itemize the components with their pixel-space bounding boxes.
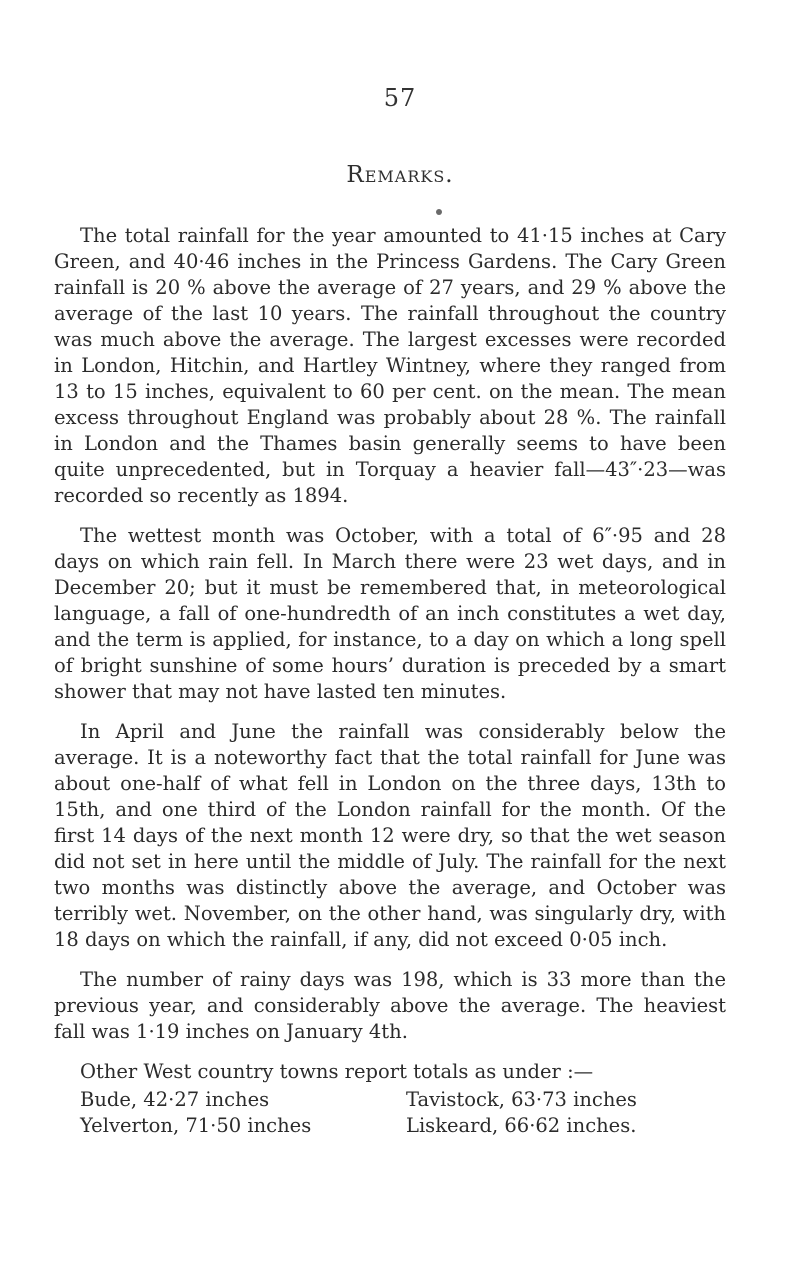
paragraph-wettest-month: The wettest month was October, with a total of 6″·95 and 28 days on which rain fell. In March there were 23 wet days, and in December 20; but it must be remembered that, in meteorological language, a fall of one-hundredth of an inch constitutes a wet day, and the term is applied, for instance, to a day on which a long spell of bright sunshine of some hours’ duration is preceded by a smart shower that may not have lasted ten minutes. (54, 524, 726, 703)
town-entry: Liskeard, 66·62 inches. (406, 1114, 637, 1137)
town-entry: Yelverton, 71·50 inches (80, 1114, 312, 1137)
ornament-dot (436, 209, 442, 215)
town-entry: Tavistock, 63·73 inches (406, 1088, 637, 1111)
paragraph-rainy-days: The number of rainy days was 198, which is 33 more than the previous year, and considerably above the average. The heaviest fall was 1·19 inches on January 4th. (54, 968, 726, 1043)
towns-list (54, 1087, 726, 1139)
remarks-body (54, 223, 726, 1139)
page-number: 57 (383, 84, 417, 112)
paragraph-april-june: In April and June the rainfall was considerably below the average. It is a noteworthy fact that the total rainfall for June was about one-half of what fell in London on the three days, 13th to 15th, and one third of the London rainfall for the month. Of the first 14 days of the next month 12 were dry, so that the wet season did not set in here until the middle of July. The rainfall for the next two months was distinctly above the average, and October was terribly wet. November, on the other hand, was singularly dry, with 18 days on which the rainfall, if any, did not exceed 0·05 inch. (54, 720, 726, 951)
paragraph-other-towns-intro: Other West country towns report totals as under :— (80, 1060, 594, 1083)
paragraph-total-rainfall: The total rainfall for the year amounted to 41·15 inches at Cary Green, and 40·46 inches in the Princess Gardens. The Cary Green rainfall is 20 % above the average of 27 years, and 29 % above the average of the last 10 years. The rainfall throughout the country was much above the average. The largest excesses were recorded in London, Hitchin, and Hartley Wintney, where they ranged from 13 to 15 inches, equivalent to 60 per cent. on the mean. The mean excess throughout England was probably about 28 %. The rainfall in London and the Thames basin generally seems to have been quite unprecedented, but in Torquay a heavier fall—43″·23—was recorded so recently as 1894. (54, 224, 726, 507)
page-title: Remarks. (346, 162, 454, 188)
town-entry: Bude, 42·27 inches (80, 1088, 270, 1111)
